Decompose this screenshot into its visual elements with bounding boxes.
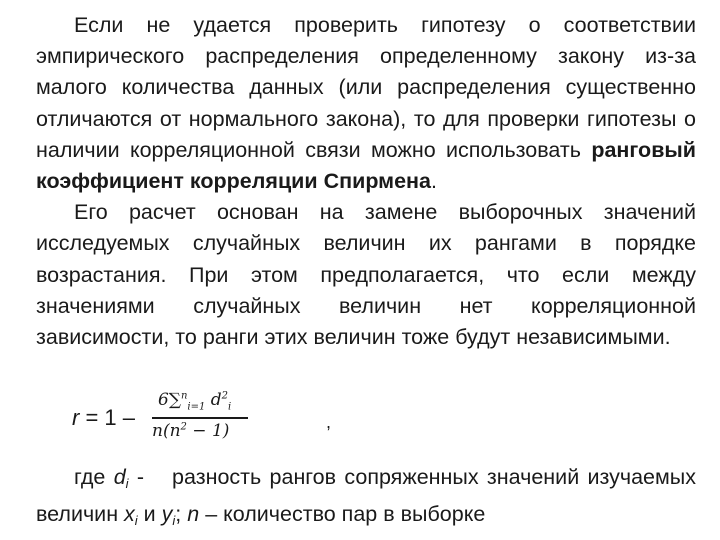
fraction-bar xyxy=(152,417,248,419)
numerator-sum-lower: i=1 xyxy=(187,401,206,413)
where-word: где xyxy=(74,465,114,489)
numerator-d-power: 2 xyxy=(221,390,229,402)
formula-lhs xyxy=(72,405,135,431)
fraction-numerator xyxy=(158,390,231,412)
where-rank-difference: разность рангов сопряженных значений изучаемых величин xyxy=(36,465,696,527)
where-and: и xyxy=(137,502,162,527)
paragraph-hypothesis-end: . xyxy=(430,169,437,194)
formula-equals-one-minus: = 1 – xyxy=(79,405,135,430)
denominator-end: − 1) xyxy=(186,421,230,441)
numerator-d: d xyxy=(210,390,222,410)
where-y-index: i xyxy=(172,513,176,529)
paragraph-calculation: Его расчет основан на замене выборочных значений исследуемых случайных величин их рангами в порядке возрастания. При этом предполагается, что если между значениями случайных величин нет корреляционной зависимости, то ранги этих величин тоже будут независимыми. xyxy=(36,200,696,350)
numerator-sum-sign: ∑ xyxy=(168,390,181,410)
where-pair-count: – количество пар в выборке xyxy=(199,502,486,527)
where-n: n xyxy=(187,502,200,527)
formula-r: r xyxy=(72,405,80,430)
where-text xyxy=(36,462,696,536)
paragraph-hypothesis-text: Если не удается проверить гипотезу о соответствии эмпирического распределения определенному закону из-за малого количества данных (или распределения существенно отличаются от нормального закона), то для проверки гипотезы о наличии корреляционной связи можно использовать xyxy=(36,13,696,162)
main-text xyxy=(36,10,696,353)
where-d: d xyxy=(113,465,126,489)
denominator-power: 2 xyxy=(180,421,187,433)
where-semicolon: ; xyxy=(175,502,188,527)
where-dash: - xyxy=(128,465,145,489)
spearman-term: ранговый коэффициент корреляции Спирмена xyxy=(36,137,696,194)
spearman-formula xyxy=(72,388,332,448)
numerator-coef: 6 xyxy=(158,390,169,410)
paragraph-hypothesis xyxy=(36,10,696,197)
denominator-start: n(n xyxy=(152,421,181,441)
formula-fraction xyxy=(152,388,322,448)
where-x-index: i xyxy=(134,513,138,529)
where-x: x xyxy=(124,502,135,527)
where-d-index: i xyxy=(125,476,129,491)
formula-comma: , xyxy=(326,412,332,432)
numerator-sum-upper: n xyxy=(180,390,188,402)
paragraph-where xyxy=(36,462,696,536)
numerator-d-index: i xyxy=(228,401,232,413)
fraction-denominator xyxy=(152,421,229,441)
where-y: y xyxy=(161,502,173,527)
